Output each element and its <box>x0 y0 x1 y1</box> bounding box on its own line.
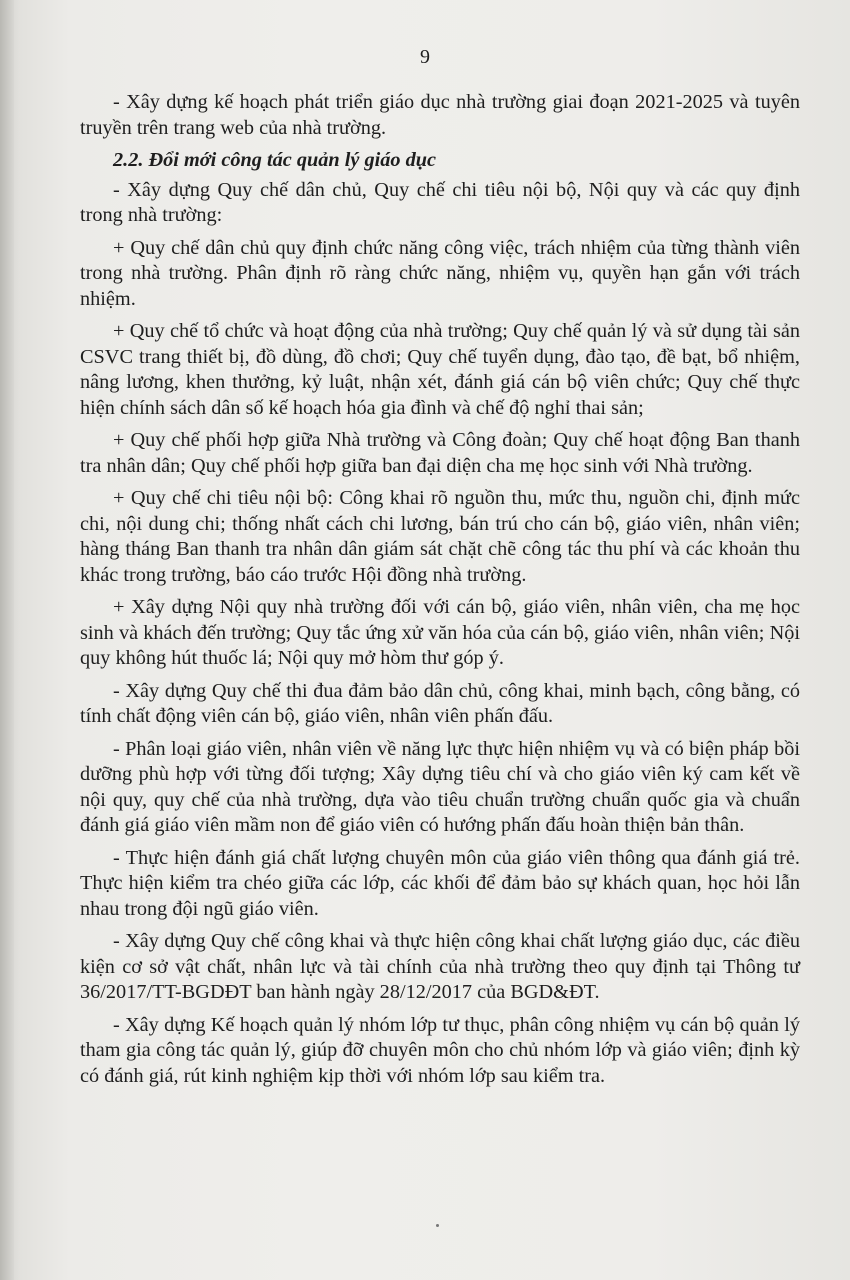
section-heading: 2.2. Đổi mới công tác quản lý giáo dục <box>113 149 436 171</box>
paragraph: - Xây dựng Quy chế dân chủ, Quy chế chi tiêu nội bộ, Nội quy và các quy định trong nhà trường: <box>80 178 800 226</box>
book-spine-shadow <box>0 0 14 1280</box>
paragraph: + Quy chế dân chủ quy định chức năng công việc, trách nhiệm của từng thành viên trong nhà trường. Phân định rõ ràng chức năng, nhiệm vụ, quyền hạn gắn với trách nhiệm. <box>80 236 800 310</box>
page-number: 9 <box>420 46 430 68</box>
paragraph: - Xây dựng Kế hoạch quản lý nhóm lớp tư thục, phân công nhiệm vụ cán bộ quản lý tham gia công tác quản lý, giúp đỡ chuyên môn cho chủ nhóm lớp và giáo viên; định kỳ có đánh giá, rút kinh nghiệm kịp thời với nhóm lớp sau kiểm tra. <box>80 1013 800 1087</box>
paragraph: + Quy chế tổ chức và hoạt động của nhà trường; Quy chế quản lý và sử dụng tài sản CSVC trang thiết bị, đồ dùng, đồ chơi; Quy chế tuyển dụng, đào tạo, đề bạt, bổ nhiệm, nâng lương, khen thưởng, kỷ luật, nhận xét, đánh giá cán bộ viên chức; Quy chế thực hiện chính sách dân số kế hoạch hóa gia đình và chế độ nghỉ thai sản; <box>80 320 800 419</box>
paragraph: - Xây dựng Quy chế thi đua đảm bảo dân chủ, công khai, minh bạch, công bằng, có tính chất động viên cán bộ, giáo viên, nhân viên phấn đấu. <box>80 679 800 727</box>
page-body <box>80 90 800 1096</box>
paragraph: + Xây dựng Nội quy nhà trường đối với cán bộ, giáo viên, nhân viên, cha mẹ học sinh và khách đến trường; Quy tắc ứng xử văn hóa của cán bộ, giáo viên, nhân viên; Nội quy không hút thuốc lá; Nội quy mở hòm thư góp ý. <box>80 596 800 669</box>
paragraph: + Quy chế phối hợp giữa Nhà trường và Công đoàn; Quy chế hoạt động Ban thanh tra nhân dân; Quy chế phối hợp giữa ban đại diện cha mẹ học sinh với Nhà trường. <box>80 429 800 477</box>
paper-speck <box>436 1224 439 1227</box>
paragraph: - Xây dựng kế hoạch phát triển giáo dục nhà trường giai đoạn 2021-2025 và tuyên truyền trên trang web của nhà trường. <box>80 91 800 139</box>
paragraph: - Phân loại giáo viên, nhân viên về năng lực thực hiện nhiệm vụ và có biện pháp bồi dưỡng phù hợp với từng đối tượng; Xây dựng tiêu chí và cho giáo viên ký cam kết về nội quy, quy chế của nhà trường, dựa vào tiêu chuẩn trường chuẩn quốc gia và chuẩn đánh giá giáo viên mầm non để giáo viên có hướng phấn đấu hoàn thiện bản thân. <box>80 737 800 836</box>
paragraph: - Thực hiện đánh giá chất lượng chuyên môn của giáo viên thông qua đánh giá trẻ. Thực hiện kiểm tra chéo giữa các lớp, các khối để đảm bảo sự khách quan, học hỏi lẫn nhau trong đội ngũ giáo viên. <box>80 846 800 920</box>
paragraph: + Quy chế chi tiêu nội bộ: Công khai rõ nguồn thu, mức thu, nguồn chi, định mức chi, nội dung chi; thống nhất cách chi lương, bán trú cho cán bộ, giáo viên, nhân viên; hàng tháng Ban thanh tra nhân dân giám sát chặt chẽ công tác thu phí và các khoản thu khác trong trường, báo cáo trước Hội đồng nhà trường. <box>80 487 800 586</box>
paragraph: - Xây dựng Quy chế công khai và thực hiện công khai chất lượng giáo dục, các điều kiện cơ sở vật chất, nhân lực và tài chính của nhà trường theo quy định tại Thông tư 36/2017/TT-BGDĐT ban hành ngày 28/12/2017 của BGD&ĐT. <box>80 930 800 1003</box>
